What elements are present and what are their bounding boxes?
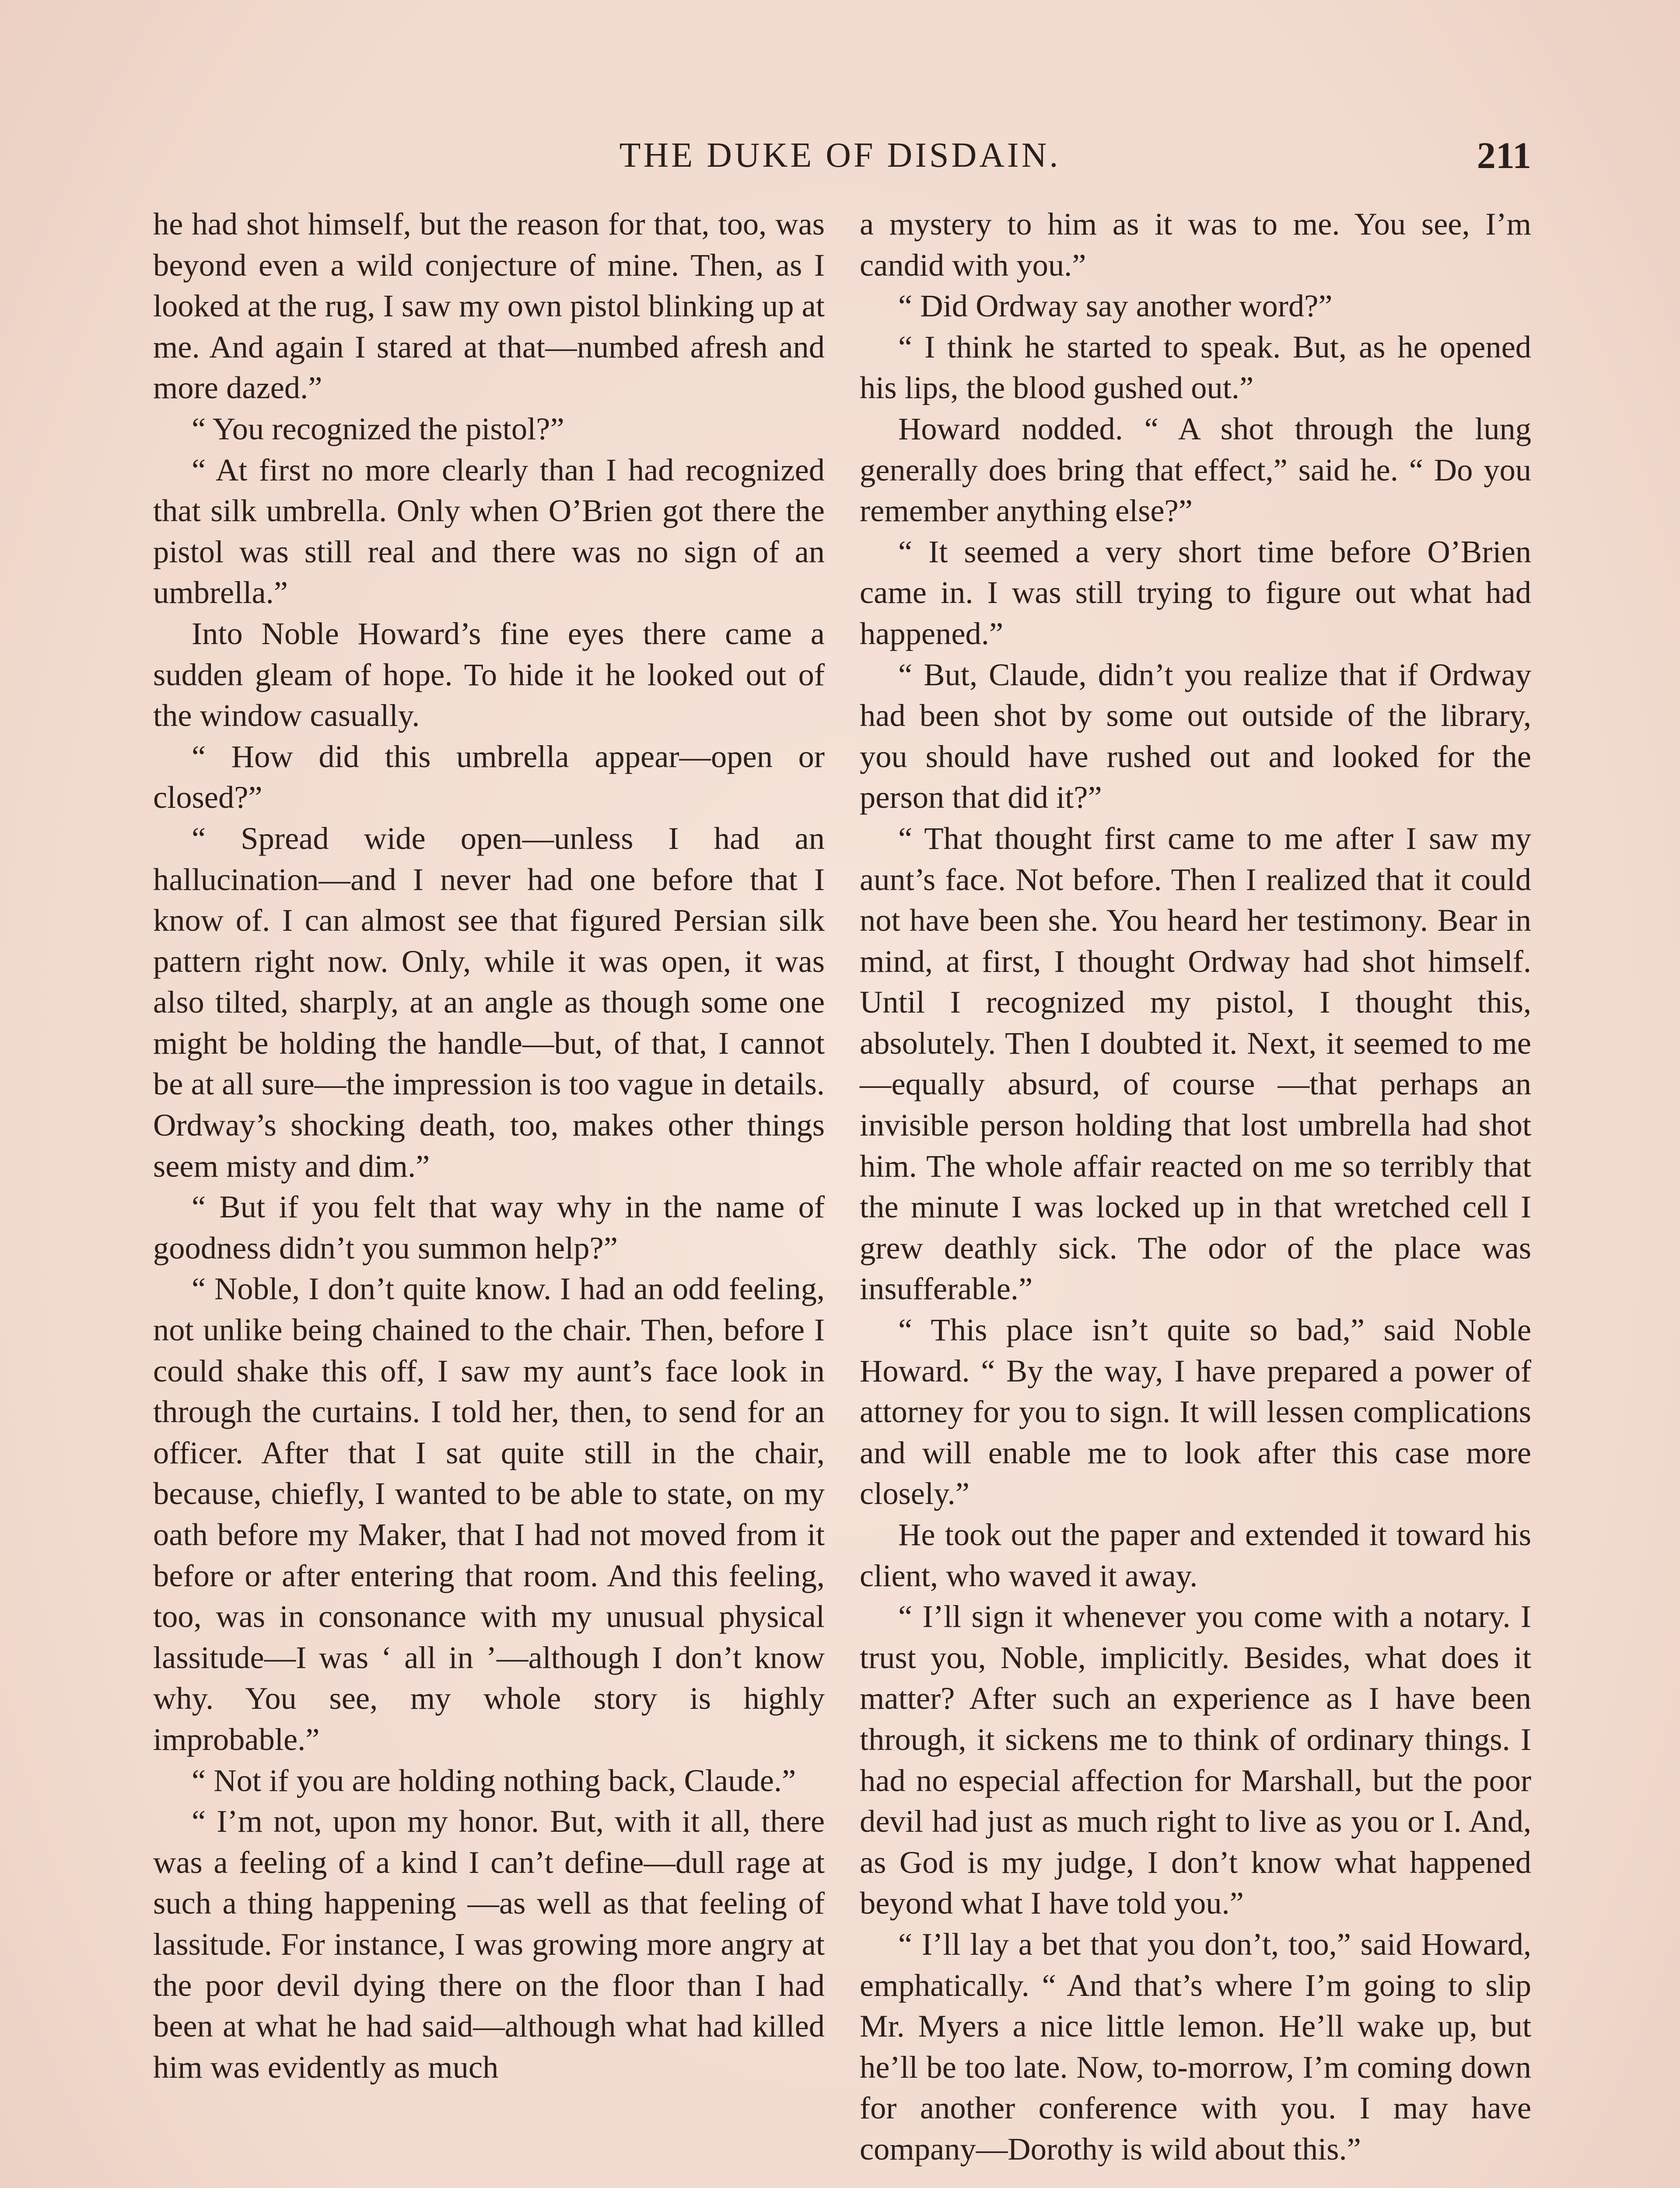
paragraph: “ I’ll sign it whenever you come with a notary. I trust you, Noble, implicitly. Besides, what does it matter? After such an experience as I have been through, it sickens me to think of ordinary things. I had no especial affection for Marshall, but the poor devil had just as much right to live as you or I. And, as God is my judge, I don’t know what happened beyond what I have told you.” bbox=[860, 1599, 1531, 1921]
paragraph: “ How did this umbrella appear—open or closed?” bbox=[153, 738, 825, 815]
paragraph: “ I think he started to speak. But, as he opened his lips, the blood gushed out.” bbox=[860, 329, 1531, 406]
paragraph: “ But if you felt that way why in the name of goodness didn’t you summon help?” bbox=[153, 1189, 825, 1266]
paragraph: “ That thought first came to me after I saw my aunt’s face. Not before. Then I realized that it could not have been she. You heard her testimony. Bear in mind, at first, I thought Ordway had shot himself. Until I recognized my pistol, I thought this, absolutely. Then I doubted it. Next, it seemed to me—equally absurd, of course —that perhaps an invisible person holding that lost umbrella had shot him. The whole affair reacted on me so terribly that the minute I was locked up in that wretched cell I grew deathly sick. The odor of the place was insufferable.” bbox=[860, 820, 1531, 1307]
paragraph: “ Spread wide open—unless I had an hallucination—and I never had one before that I know of. I can almost see that figured Persian silk pattern right now. Only, while it was open, it was also tilted, sharply, at an angle as though some one might be holding the handle—but, of that, I cannot be at all sure—the impression is too vague in details. Ordway’s shocking death, too, makes other things seem misty and dim.” bbox=[153, 820, 825, 1184]
paragraph: Into Noble Howard’s fine eyes there came a sudden gleam of hope. To hide it he looked out of the window casually. bbox=[153, 615, 825, 733]
paragraph: He took out the paper and extended it toward his client, who waved it away. bbox=[860, 1517, 1531, 1593]
paragraph: “ But, Claude, didn’t you realize that if Ordway had been shot by some out outside of the library, you should have rushed out and looked for the person that did it?” bbox=[860, 656, 1531, 815]
left-column bbox=[153, 203, 825, 2087]
page-number: 211 bbox=[1477, 134, 1531, 176]
running-title: THE DUKE OF DISDAIN. bbox=[619, 136, 1061, 175]
page-header bbox=[149, 131, 1531, 179]
paragraph: a mystery to him as it was to me. You see, I’m candid with you.” bbox=[860, 206, 1531, 283]
paragraph: “ Not if you are holding nothing back, Claude.” bbox=[192, 1762, 796, 1798]
paragraph: “ You recognized the pistol?” bbox=[192, 410, 564, 446]
paragraph: “ I’m not, upon my honor. But, with it all, there was a feeling of a kind I can’t define—dull rage at such a thing happening —as well as that feeling of lassitude. For instance, I was growing more angry at the poor devil dying there on the floor than I had been at what he had said—although what had killed him was evidently as much bbox=[153, 1803, 825, 2085]
paragraph: Howard nodded. “ A shot through the lung generally does bring that effect,” said he. “ Do you remember anything else?” bbox=[860, 410, 1531, 529]
paragraph: “ At first no more clearly than I had recognized that silk umbrella. Only when O’Brien got there the pistol was still real and there was no sign of an umbrella.” bbox=[153, 452, 825, 610]
paragraph: “ Noble, I don’t quite know. I had an odd feeling, not unlike being chained to the chair. Then, before I could shake this off, I saw my aunt’s face look in through the curtains. I told her, then, to send for an officer. After that I sat quite still in the chair, because, chiefly, I wanted to be able to state, on my oath before my Maker, that I had not moved from it before or after entering that room. And this feeling, too, was in consonance with my unusual physical lassitude—I was ‘ all in ’—although I don’t know why. You see, my whole story is highly improbable.” bbox=[153, 1271, 825, 1757]
paragraph: “ Did Ordway say another word?” bbox=[898, 288, 1333, 324]
paragraph: he had shot himself, but the reason for that, too, was beyond even a wild conjecture of mine. Then, as I looked at the rug, I saw my own pistol blinking up at me. And again I stared at that—numbed afresh and more dazed.” bbox=[153, 206, 825, 406]
paragraph: “ This place isn’t quite so bad,” said Noble Howard. “ By the way, I have prepared a power of attorney for you to sign. It will lessen complications and will enable me to look after this case more closely.” bbox=[860, 1312, 1531, 1511]
paragraph: “ It seemed a very short time before O’Brien came in. I was still trying to figure out what had happened.” bbox=[860, 533, 1531, 651]
paragraph: “ I’ll lay a bet that you don’t, too,” said Howard, emphatically. “ And that’s where I’m going to slip Mr. Myers a nice little lemon. He’ll wake up, but he’ll be too late. Now, to-morrow, I’m coming down for another conference with you. I may have company—Dorothy is wild about this.” bbox=[860, 1926, 1531, 2167]
right-column bbox=[860, 203, 1531, 2170]
